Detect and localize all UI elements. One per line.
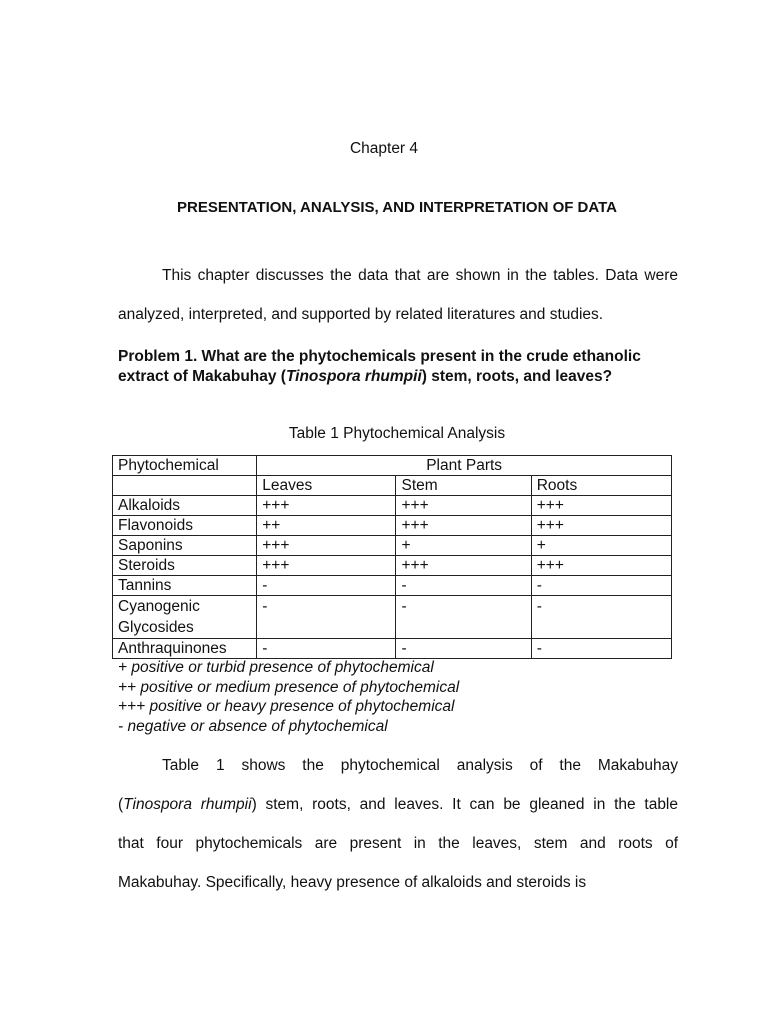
table-subheader-row bbox=[113, 476, 672, 496]
row-leaves: +++ bbox=[257, 556, 396, 576]
row-stem: - bbox=[396, 596, 531, 639]
row-name: Alkaloids bbox=[113, 496, 257, 516]
legend-item: - negative or absence of phytochemical bbox=[118, 718, 388, 736]
row-name bbox=[113, 596, 257, 639]
row-name-line2: Glycosides bbox=[118, 619, 194, 636]
row-stem: +++ bbox=[396, 496, 531, 516]
subheader-roots: Roots bbox=[531, 476, 671, 496]
problem-species: Tinospora rhumpii bbox=[285, 368, 422, 385]
problem-statement bbox=[118, 347, 678, 387]
row-name: Flavonoids bbox=[113, 516, 257, 536]
legend-item: +++ positive or heavy presence of phytochemical bbox=[118, 698, 455, 716]
chapter-heading: PRESENTATION, ANALYSIS, AND INTERPRETATION OF DATA bbox=[176, 199, 617, 216]
discussion-line-rest: ) stem, roots, and leaves. It can be gleaned in the table bbox=[251, 796, 679, 813]
row-roots: +++ bbox=[531, 516, 671, 536]
row-roots: - bbox=[531, 596, 671, 639]
discussion-species: Tinospora rhumpii bbox=[123, 796, 252, 813]
row-stem: + bbox=[396, 536, 531, 556]
row-name: Steroids bbox=[113, 556, 257, 576]
row-roots: +++ bbox=[531, 556, 671, 576]
row-roots: + bbox=[531, 536, 671, 556]
row-leaves: - bbox=[257, 639, 396, 659]
table-row bbox=[113, 496, 672, 516]
legend-item: + positive or turbid presence of phytochemical bbox=[118, 659, 434, 676]
table-legend bbox=[118, 658, 678, 737]
table-row bbox=[113, 516, 672, 536]
table-row bbox=[113, 596, 672, 639]
discussion-line: Makabuhay. Specifically, heavy presence of alkaloids and steroids is bbox=[118, 874, 587, 891]
legend-item: ++ positive or medium presence of phytochemical bbox=[118, 678, 460, 696]
row-leaves: - bbox=[257, 576, 396, 596]
problem-prefix: Problem 1. What are the phytochemicals present in the crude ethanolic extract of Makabuhay ( bbox=[118, 348, 641, 385]
discussion-line: Table 1 shows the phytochemical analysis of the Makabuhay bbox=[162, 757, 678, 774]
row-name: Tannins bbox=[113, 576, 257, 596]
table-row bbox=[113, 639, 672, 659]
subheader-blank bbox=[113, 476, 257, 496]
row-stem: +++ bbox=[396, 516, 531, 536]
intro-paragraph: This chapter discusses the data that are shown in the tables. Data were analyzed, interpreted, and supported by related literatures and studies. bbox=[118, 267, 678, 323]
header-phytochemical: Phytochemical bbox=[113, 456, 257, 476]
row-stem: - bbox=[396, 576, 531, 596]
row-stem: +++ bbox=[396, 556, 531, 576]
discussion-open-paren: ( bbox=[118, 796, 124, 813]
table-header-row bbox=[113, 456, 672, 476]
subheader-stem: Stem bbox=[396, 476, 531, 496]
table-row bbox=[113, 536, 672, 556]
discussion-line: that four phytochemicals are present in the leaves, stem and roots of bbox=[118, 835, 678, 852]
discussion-line bbox=[118, 785, 678, 824]
table-row bbox=[113, 576, 672, 596]
phytochemical-table bbox=[112, 455, 672, 659]
row-stem: - bbox=[396, 639, 531, 659]
row-name: Anthraquinones bbox=[113, 639, 257, 659]
table-row bbox=[113, 556, 672, 576]
row-name: Saponins bbox=[113, 536, 257, 556]
chapter-label: Chapter 4 bbox=[349, 140, 419, 157]
table-caption: Table 1 Phytochemical Analysis bbox=[288, 425, 506, 442]
row-leaves: - bbox=[257, 596, 396, 639]
row-roots: - bbox=[531, 576, 671, 596]
subheader-leaves: Leaves bbox=[257, 476, 396, 496]
row-leaves: +++ bbox=[257, 496, 396, 516]
problem-suffix: ) stem, roots, and leaves? bbox=[421, 368, 613, 385]
row-roots: +++ bbox=[531, 496, 671, 516]
row-roots: - bbox=[531, 639, 671, 659]
row-leaves: +++ bbox=[257, 536, 396, 556]
row-leaves: ++ bbox=[257, 516, 396, 536]
row-name-line1: Cyanogenic bbox=[118, 598, 200, 615]
header-plant-parts: Plant Parts bbox=[257, 456, 672, 476]
discussion-paragraph bbox=[118, 746, 678, 902]
